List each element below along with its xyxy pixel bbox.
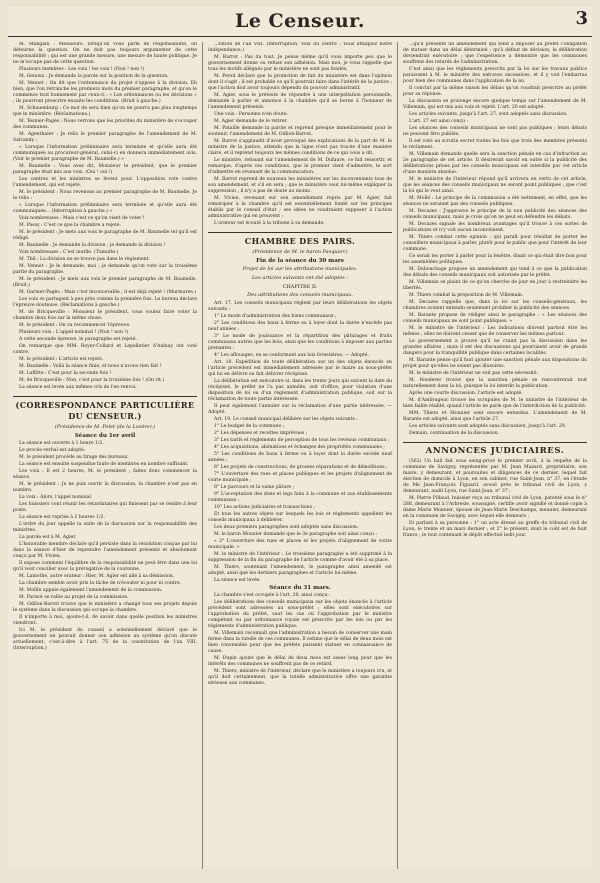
paragraph: 10° Les actions judiciaires et transactions ; [214,505,315,510]
paragraph: « 3° L'ouverture des rues et places et les projets d'alignement de voirie municipale. » [208,539,392,550]
pairs-date: Fin de la séance du 30 mars [256,258,344,264]
paragraph: La séance est reprise à 2 heures 1/2. [19,515,106,520]
paragraph: M. Mollé : Le principe de la commission a été nettement, en effet, que les séances ne seraient pas des conseils publiques. [403,196,587,207]
paragraph: 4° Les acquisitions, aliénations et échanges des propriétés communales ; [214,445,385,450]
paragraph: MM. Thiers et Mounier sont encore entendus. L'amendement de M. Barante est adopté, ainsi que l'article 27. [403,411,587,422]
paragraph: L'art. 27 est ainsi conçu : [409,119,468,124]
paragraph: Le ministre, refusant sur l'amendement de M. Dufaure, ce fait ressortir, et remarque, d'après ces conditions, que le premier vient d'admettre, le sort d'admettre en revenant de la communication. [208,158,392,175]
paragraph: M. Baumelle : Je demande la division ; je demande la division ! [19,243,166,248]
paragraph: La parole est à M. Agier. [19,535,77,540]
paragraph: M. Lamothe, autre orateur : Hier, M. Agier est allé à sa démission. [19,574,175,579]
paragraph: M. Laffitte : C'est pour la seconde fois ! [19,371,112,376]
paragraph: Il conclut par la même raison les délais qu'on voudrait prescrire au préfet pour sa réponse. [403,86,587,97]
paragraph: Les deux premiers paragraphes sont adoptés sans discussion. [214,525,359,530]
paragraph: Il expose comment l'équilibre de la responsabilité ne peut être dans une loi qu'il veut concilier avec la prérogative de la couronne. [13,561,197,572]
correspondance-body [13,441,197,652]
paragraph: M. le président : On va recommencer l'épreuve. [19,323,131,328]
paragraph: La chambre semble avoir pris la tâche de n'écouter ni pour ni contre. [19,581,182,586]
paragraph: M. Dubouchage propose un amendement qui tend à ce que la publication des débats des conseils municipaux soit autorisée par le préfet. [403,267,587,278]
masthead [8,6,592,37]
paragraph: 4° Les affouages, en se conformant aux lois forestières. — Adopté. [214,353,369,358]
paragraph: A cette seconde épreuve, le paragraphe est rejeté. [19,337,137,342]
paragraph: Plusieurs membres : Les voix ! les voix ! (Non ! non !) [19,67,145,72]
paragraph: Il n'importe à moi, ajoute-t-il, de savoir dans quelle position les ministres viendront. [13,615,197,626]
paragraph: M. Pataille demande la parole et reprend presque immédiatement pour le soutenir, l'amendement de M. Odilon-Barrot. [208,126,392,137]
paragraph: Les séances des conseils municipaux ne sont pas publiques ; leurs débats ne peuvent être publiés. [403,126,587,137]
paragraph: M. le président : Je mets aux voix le paragraphe de M. Baumelle tel qu'il est rédigé. [13,230,197,241]
paragraph: 5° Les conditions de baux à ferme ou à loyer dont la durée excède neuf années ; [208,452,392,463]
paragraph: M. le ministre de l'intérieur ne voit pas cette nécessité. [409,371,539,376]
paragraph: M. Baumelle : Vous avez dit, Monsieur le président, que le premier paragraphe était mis aux voix. (Oui ! oui !) [13,164,197,175]
paragraph: Les articles suivants sont adoptés sans discussion, jusqu'à l'art. 29. [409,424,567,429]
paragraph: M. le ministre de l'intérieur répond qu'il arrivera en vertu de cet article, que les séances des conseils municipaux ne seront point publiques ; que c'est la loi qui le veut ainsi. [403,177,587,194]
paragraph: M. Baumelle : Voilà la séance finie, et nous n'avons rien fait ! [19,364,162,369]
paragraph: M. Agier, sous le prétexte de répondre à une interpellation personnelle, demande à parler et annonce à la chambre qu'il se borne à l'honneur de l'amendement présenté. [208,93,392,110]
paragraph: Art. 18. Expédition de toute délibération sur un des objets énoncés en l'article précédent est immédiatement adressée par le maire au sous-préfet qui lui en délivre ou fait délivrer récépissé. [208,360,392,377]
paragraph: M. le président : Je ne puis ouvrir la discussion, la chambre n'est pas en nombre. [13,482,197,493]
paragraph: M. Barante pense qu'il faut ajouter une sanction pénale aux dispositions du projet pour qu'elles ne soient pas illusoires. [403,358,587,369]
pairs-body [208,301,392,584]
paragraph: M. Thiers, ministre de l'intérieur, déclare que le ministère a toujours cru, et qu'il doit certainement, que la tutelle administrative offre une garantie sérieuse aux communes. [208,669,392,686]
paragraph: Les voix : Il est 2 heures, M. le président ; faites donc commencer la séance. [13,469,197,480]
paragraph: 1° Le budget de la commune ; [214,424,285,429]
paragraph: M. Roederer trouve que la sanction pénale se rencontrerait tout naturellement dans la loi, puisque la loi interdit la publication. [403,378,587,389]
paragraph: 3° Les tarifs et règlements de perception de tous les revenus communaux ; [214,438,390,443]
paragraph: M. le président procède au tirage des bureaux. [19,455,129,460]
paragraph: 2° Les dépenses et recettes imprévues ; [214,431,308,436]
paragraph: Les huissiers vont réunir les retardataires qui finissent par se rendre à leur poste. [13,502,197,513]
pairs-chapter-subtitle: Des attributions des conseils municipaux. [247,292,353,298]
paragraph: 8° Le parcours et la vaine pâture ; [214,485,295,490]
paragraph: M. Barante propose de rédiger ainsi le paragraphe : « Les séances des conseils municipaux ne sont point publiques. » [403,313,587,324]
newspaper-page [8,6,592,869]
paragraph: M. Mollin appuie également l'amendement de la commission. [19,588,163,593]
paragraph: M. Villemain demande quelle sera la sanction pénale en cas d'infraction au 2e paragraphe de cet article. Il désirerait savoir en outre si la publicité des délibérations prises par les conseils municipaux est interdite par cet article d'une manière absolue. [403,152,587,175]
paragraph: Voix nombreuses : C'est inutile. (Tumulte.) [19,250,119,255]
column-1 [8,42,202,869]
paragraph: Ce serait les porter à parler pour la fenêtre, disait ce qui était dire bon pour les assemblées politiques. [403,254,588,265]
paragraph: M. de Bricqueville : Non, c'est pour la troisième fois ! (On rit.) [19,378,165,383]
paragraph: M. Vivien, revenant sur son amendement repris par M. Agier, fait remarquer à la chambre qu'il est essentiellement fondé sur les principes établis par le conseil d'état ; ses idées ne voudraient supposer à l'action administrative qui en prouvent ; [208,196,392,219]
pairs-lead: Les articles suivants ont été adoptés : [251,275,349,281]
paragraph: La séance est ouverte à 1 heure 1/2. [19,441,104,446]
paragraph: M. le président : Nous revenons au premier paragraphe de M. Baumelle. Je le relis : [13,190,197,201]
paragraph: Il est voté au scrutin secret toutes les fois que trois des membres présents le réclament. [403,139,587,150]
paragraph: M. Tesnier-Pagès : Nous verrons que les priorités du ministère de s'occuper des communes. [13,119,197,130]
paragraph: La délibération est exécutoire si, dans les trente jours qui suivent la date du récépissé, le préfet ne l'a pas annulée, soit d'office, pour violation d'une disposition de loi ou d'un règlement d'administration publique, soit sur la réclamation de toute partie intéressée. [208,379,392,402]
correspondance-date: Séance du 1er avril [74,433,136,439]
paragraph: 6° Les projets de constructions, de grosses réparations et de démolitions ; [214,465,388,470]
paragraph: Ici M. le président du conseil a solennellement déclaré que le gouvernement ne pouvait donner son adhésion au système qu'on discute actuellement, c'est-à-dire à l'art. 75 de la constitution de l'an VIII. (Interruption.) [13,628,197,651]
paragraph: 7° L'ouverture des rues et places publiques et les projets d'alignement de voirie municipale ; [208,472,392,483]
paragraph: M. le président : Je mets aux voix le premier paragraphe de M. Baumelle. (Bruit.) [13,277,197,288]
paragraph: (562) Un bail fait sous seing-privé le premier avril, à la requête de la commune de Savigny, représentée par M. Jean Mazard, propriétaire, son maire, y demeurant, et poursuites et diligences de ce dernier, lequel fait élection de domicile à Lyon, en son cabinet, rue Saint-Jean, n° 37, en l'étude de Me Jean-François Figuard, avoué près le tribunal civil de Lyon, y demeurant, audit Lyon, rue Saint-Jean, n° 37 ; [403,459,587,494]
paragraph: M. Agenthaler : Je relis le premier paragraphe de l'amendement de M. Salvandy : [13,132,197,143]
paragraph: L'ordre du jour appelle la suite de la discussion sur la responsabilité des ministres. [13,522,197,533]
paragraph: M. de Bricqueville : Monsieur le président, vous voulez faire voter la chambre deux fois sur la même chose. [13,310,197,321]
paragraph: Art. 17. Les conseils municipaux règlent par leurs délibérations les objets suivants : [208,301,392,312]
columns [8,42,592,869]
paragraph: 9° L'acceptation des dons et legs faits à la commune et aux établissements communaux ; [208,492,392,503]
paragraph: M. Thil : La division ne se trouve pas dans le règlement. [19,257,150,262]
paragraph: M. Odilon-Barrot trouve que le ministère a changé tous ses projets depuis le système dans la discussion qui occupe la chambre. [13,602,197,613]
col3-body [403,42,587,437]
paragraph: Les articles suivants, jusqu'à l'art. 27, sont adoptés sans discussion. [409,112,568,117]
paragraph: On remarque que MM. Royer-Collard et Lepelletier d'Aulnay ont voté contre. [13,344,197,355]
paragraph: Le procès-verbal est adopté. [19,448,86,453]
paragraph: M. Decazes rappelle que, dans la loi sur les conseils-généraux, les chambres avaient entendu seulement prohiber la publicité des séances. [403,300,587,311]
paragraph: La voix : Alors, l'appel nominal. [19,495,93,500]
paragraph: M. Decazes signale les nombreux avantages qu'il trouve à ces sortes de publications et n'y voit aucun inconvénient. [403,222,587,233]
paragraph: M. Agier demande de le retirer. [214,119,288,124]
paragraph: M. le président : L'article est rejeté. [19,357,104,362]
paragraph: M. le ministre de l'intérieur : Les indications doivent partout être les mêmes ; elles ne doivent cesser que de conserver les mêmes partout. [403,326,587,337]
paragraph: Et parlant à sa personne : 1° un acte dressé au greffe du tribunal civil de Lyon, le trente et un mars dernier ; et 2° le présent, dont le coût est de huit francs ; le tout contenant le dépôt effectué ledit jour. [403,521,587,538]
paragraph: Plusieurs voix : L'appel nominal ! (Non ! non !) [19,330,129,335]
paragraph: 3° Le mode de jouissance et la répartition des pâturages et fruits communaux autres que les bois, ainsi que les conditions à imposer aux parties prenantes ; [208,334,392,351]
paragraph: « Lorsque l'information préliminaire sera terminée et qu'elle aura été communiquée au procureur-général, celui-ci en donnera immédiatement avis. (Voir le premier paragraphe de M. Baumelle.) » [13,145,197,162]
paragraph: M. Dupin ajoute que le délai de deux mois est assez long pour que les intérêts des communes ne souffrent pas de ce retard. [208,656,392,667]
paragraph: M. Persil déclare que la protection de fait du ministère est dans l'opinion dont il s'agit ; il est probable ce qu'il pourrait faire dans l'intérêt de la justice ; que l'action doit avoir toujours dépendu du pouvoir administratif. [208,74,392,91]
paragraph: M. Barrot reprend de nouveau les ministères sur les inconvenients tous de son amendement, et s'il en sera ; que le ministère veut lui-même expliquer la suppression ; il n'y a pas de doute au moins. [208,177,392,194]
paragraph: La séance est levée. [214,578,261,583]
paragraph: M. Mangain : Messieurs, lorsqu'on vous parle de responsabilité, on détourne la question. On ne doit pas toujours argumenter de cette responsabilité ; qui est une grande mesure, une mesure de haute politique. Je ne m'occupe pas de cette question. [13,42,197,65]
paragraph: ...qu'il présente un amendement qui tend à imposer au préfet l'obligation de statuer dans un délai déterminé ; qu'à défaut de décision, la délibération deviendrait exécutoire ; que l'expérience a démontré que les communes souffrent des retards de l'administration. [403,42,587,65]
pairs-project: Projet de loi sur les attributions municipales. [242,266,358,272]
correspondance-title: (CORRESPONDANCE PARTICULIÈRE DU CENSEUR.) [13,396,197,422]
paragraph: Après une courte discussion, l'article est adopté. [409,391,523,396]
paragraph: ...tution de l'an VIII. (Interruption. Voix du centre : Vous attaquez notre indépendance.) [208,42,392,53]
paragraph: M. Vennet : On dit que l'ordonnance du projet s'oppose à la division. Eh bien, que l'on retranche les premiers mots du premier paragraphe, et qu'on le commence tout bonnement par ceux-ci : « Les ordonnances ou les décisions » ; ils pourront prescrire ensuite les conditions. (Bruit à gauche.) [13,81,197,104]
paragraph: C'est ainsi que les règlements prescrits par la loi sur les travaux publics paraissent à M. le ministre des entraves excessives, et il y voit l'embarras pour bien des communes dans l'application de la loi. [403,67,587,84]
newspaper-title: Le Censeur. [234,10,366,32]
col1-body [13,42,197,391]
paragraph: La chambre s'est occupée à l'art. 20, ainsi conçu : [214,593,331,598]
paragraph: L'orateur est écouté à la tribune à sa demande. [214,221,325,226]
paragraph: « Lorsque l'information préliminaire sera terminée et qu'elle aura été communiquée... (Interruption à gauche.) » [13,203,197,214]
paragraph: M. Barrot : Pas du tout. Je pense même qu'il vous importe peu que le gouvernement donne ou refuse son adhésion. Mais moi, je vous rappelle que tous les motifs allégués par le ministère ne sont pas fondés. [208,55,392,72]
paragraph: M. le baron Mounier demande que le 3e paragraphe soit ainsi conçu : [214,532,377,537]
pairs-date-2: Séance du 31 mars. [269,585,331,591]
paragraph: M. Garnier-Pagès : Mais c'est inconcevable ; il est déjà rejeté ! (Murmures.) [19,290,197,295]
paragraph: M. Passy : C'est ce que la chambre a rejeté. [19,223,121,228]
paragraph: M. Villemain reconnaît que l'administration a besoin de conserver une main ferme dans la tutelle de ces communes. Il estime que le délai de deux mois est bien convenable pour que les préfets puissent statuer en connaissance de cause. [208,631,392,654]
paragraph: La séance est ensuite suspendue faute de membres en nombre suffisant. [19,462,189,467]
paragraph: L'honorable membre déclare qu'il persiste dans la résolution conçue par lui dans la séance d'hier de reprendre l'amendement présenté et absolument conçu par M. Vivien. [13,542,197,559]
paragraph: M. Thiers, soutenant l'amendement, le paragraphe ainsi amendé est adopté, ainsi que les derniers paragraphes et l'article lui-même. [208,565,392,576]
paragraph: Une voix : Personne n'en doute. [214,112,288,117]
annonces-title: ANNONCES JUDICIAIRES. [403,442,587,457]
paragraph: M. Genoux : Je demande la parole sur la position de la question. [19,74,169,79]
paragraph: Les voix se partagent à peu près comme la première fois. Le bureau déclare l'épreuve douteuse. (Réclamations à gauche.) [13,297,197,308]
paragraph: Il peut également l'annuler sur la réclamation d'une partie intéressée. — Adopté. [208,404,392,415]
paragraph: Voix nombreuses : Mais c'est ce qu'on vient de voter ! [19,216,145,221]
pairs-subtitle: (Présidence de M. le baron Pasquier.) [252,249,348,255]
column-2 [202,42,397,869]
paragraph: M. Parisot se rallie au projet de la commission. [19,595,129,600]
paragraph: M. Thiers combat la proposition de M. Villemain. [409,293,524,298]
paragraph: Les centres et les ministres se lèvent pour. L'opposition vote contre l'amendement, qui est rejeté. [13,177,197,188]
pairs-body-2 [208,593,392,687]
paragraph: Art. 19. Le conseil municipal délibère sur les objets suivants : [214,417,358,422]
paragraph: La séance est levée aux mêmes cris de l'en renvoi. [19,385,137,390]
pairs-title: CHAMBRE DES PAIRS. [208,232,392,247]
paragraph: M. Villemain se plaint de ce qu'on cherche de jour en jour à restreindre les libertés. [403,280,587,291]
correspondance-subtitle: (Présidence de M. Pelet (de la Lozère).) [54,424,156,430]
paragraph: M. Pierre Pillaud, huissier reçu au tribunal civil de Lyon, patenté sous le n° 288, demeurant à l'Arbresle, soussigné, certifie avoir signifié et donné copie à dame Marie Monnier, épouse de Jean-Marie Deschamps, meunier, demeurant en la commune de Savigny, avec lequel elle demeure ; [403,496,587,519]
paragraph: M. Barrot s'applaudit d'avoir provoqué des explications de la part de M. le ministre de la justice, attendu que la ligne n'est pas tracée d'une manière claire, et il reprend toujours les mêmes conditions de ce qui vous a dit. [208,139,392,156]
paragraph: 2° Les conditions des baux à ferme ou à loyer dont la durée n'excède pas neuf années ; [208,321,392,332]
paragraph: Les délibérations des conseils municipaux sur les objets énoncés à l'article précédent sont adressées au sous-préfet ; elles sont exécutoires sur l'approbation du préfet, sauf les cas où l'approbation par le ministre compétent ou par ordonnance royale est prescrite par les lois ou par les règlements d'administration publique. [208,600,392,629]
annonces-body [403,459,587,539]
column-3 [397,42,592,869]
col2-body [208,42,392,227]
paragraph: M. Decazes : J'approuve le principe de la non publicité des séances des conseils municipaux, mais je crois qu'on ne peut en défendre les débats. [403,209,587,220]
paragraph: M. le ministre de l'intérieur : Le troisième paragraphe a été supprimé à la suppression de la fin du paragraphe de l'article comme d'avoir été à sa place. [208,552,392,563]
paragraph: Et tous les autres objets sur lesquels les lois et règlements appellent les conseils municipaux à délibérer. [208,512,392,523]
paragraph: Le gouvernement a prouvé qu'il ne craint pas la discussion dans les grandes affaires ; mais il est des discussions qui pourraient avoir de grands dangers pour la tranquillité publique dans certaines localités. [403,339,587,356]
pairs-chapter: CHAPITRE II. [282,284,318,290]
paragraph: M. d'Ambrugeac trouve les scrupules de M. le ministre de l'intérieur de bien faible réalité, quand l'article ne parle que de l'interdiction de la publicité. [403,398,587,409]
paragraph: 1° Le mode d'administration des biens communaux ; [214,314,337,319]
paragraph: M. Vennet : Je le demande, moi ; je demande qu'on vote sur la troisième partie du paragraphe. [13,264,197,275]
paragraph: M. Schauenburg : Ce mot de sera bien qu'on ne pourra pas plus longtemps que le ministère. (Réclamations.) [13,106,197,117]
paragraph: La discussion se prolonge encore quelque temps sur l'amendement de M. Villemain, qui est mis aux voix et rejeté. L'art. 20 est adopté. [403,99,587,110]
paragraph: M. Thiers combat cette opinion ; qui paraît pour résultat de porter les conseillers municipaux à parler, plutôt pour le public que pour l'intérêt de leur commune. [403,235,587,252]
page-number: 3 [575,8,588,29]
paragraph: Demain, continuation de la discussion. [409,431,500,436]
